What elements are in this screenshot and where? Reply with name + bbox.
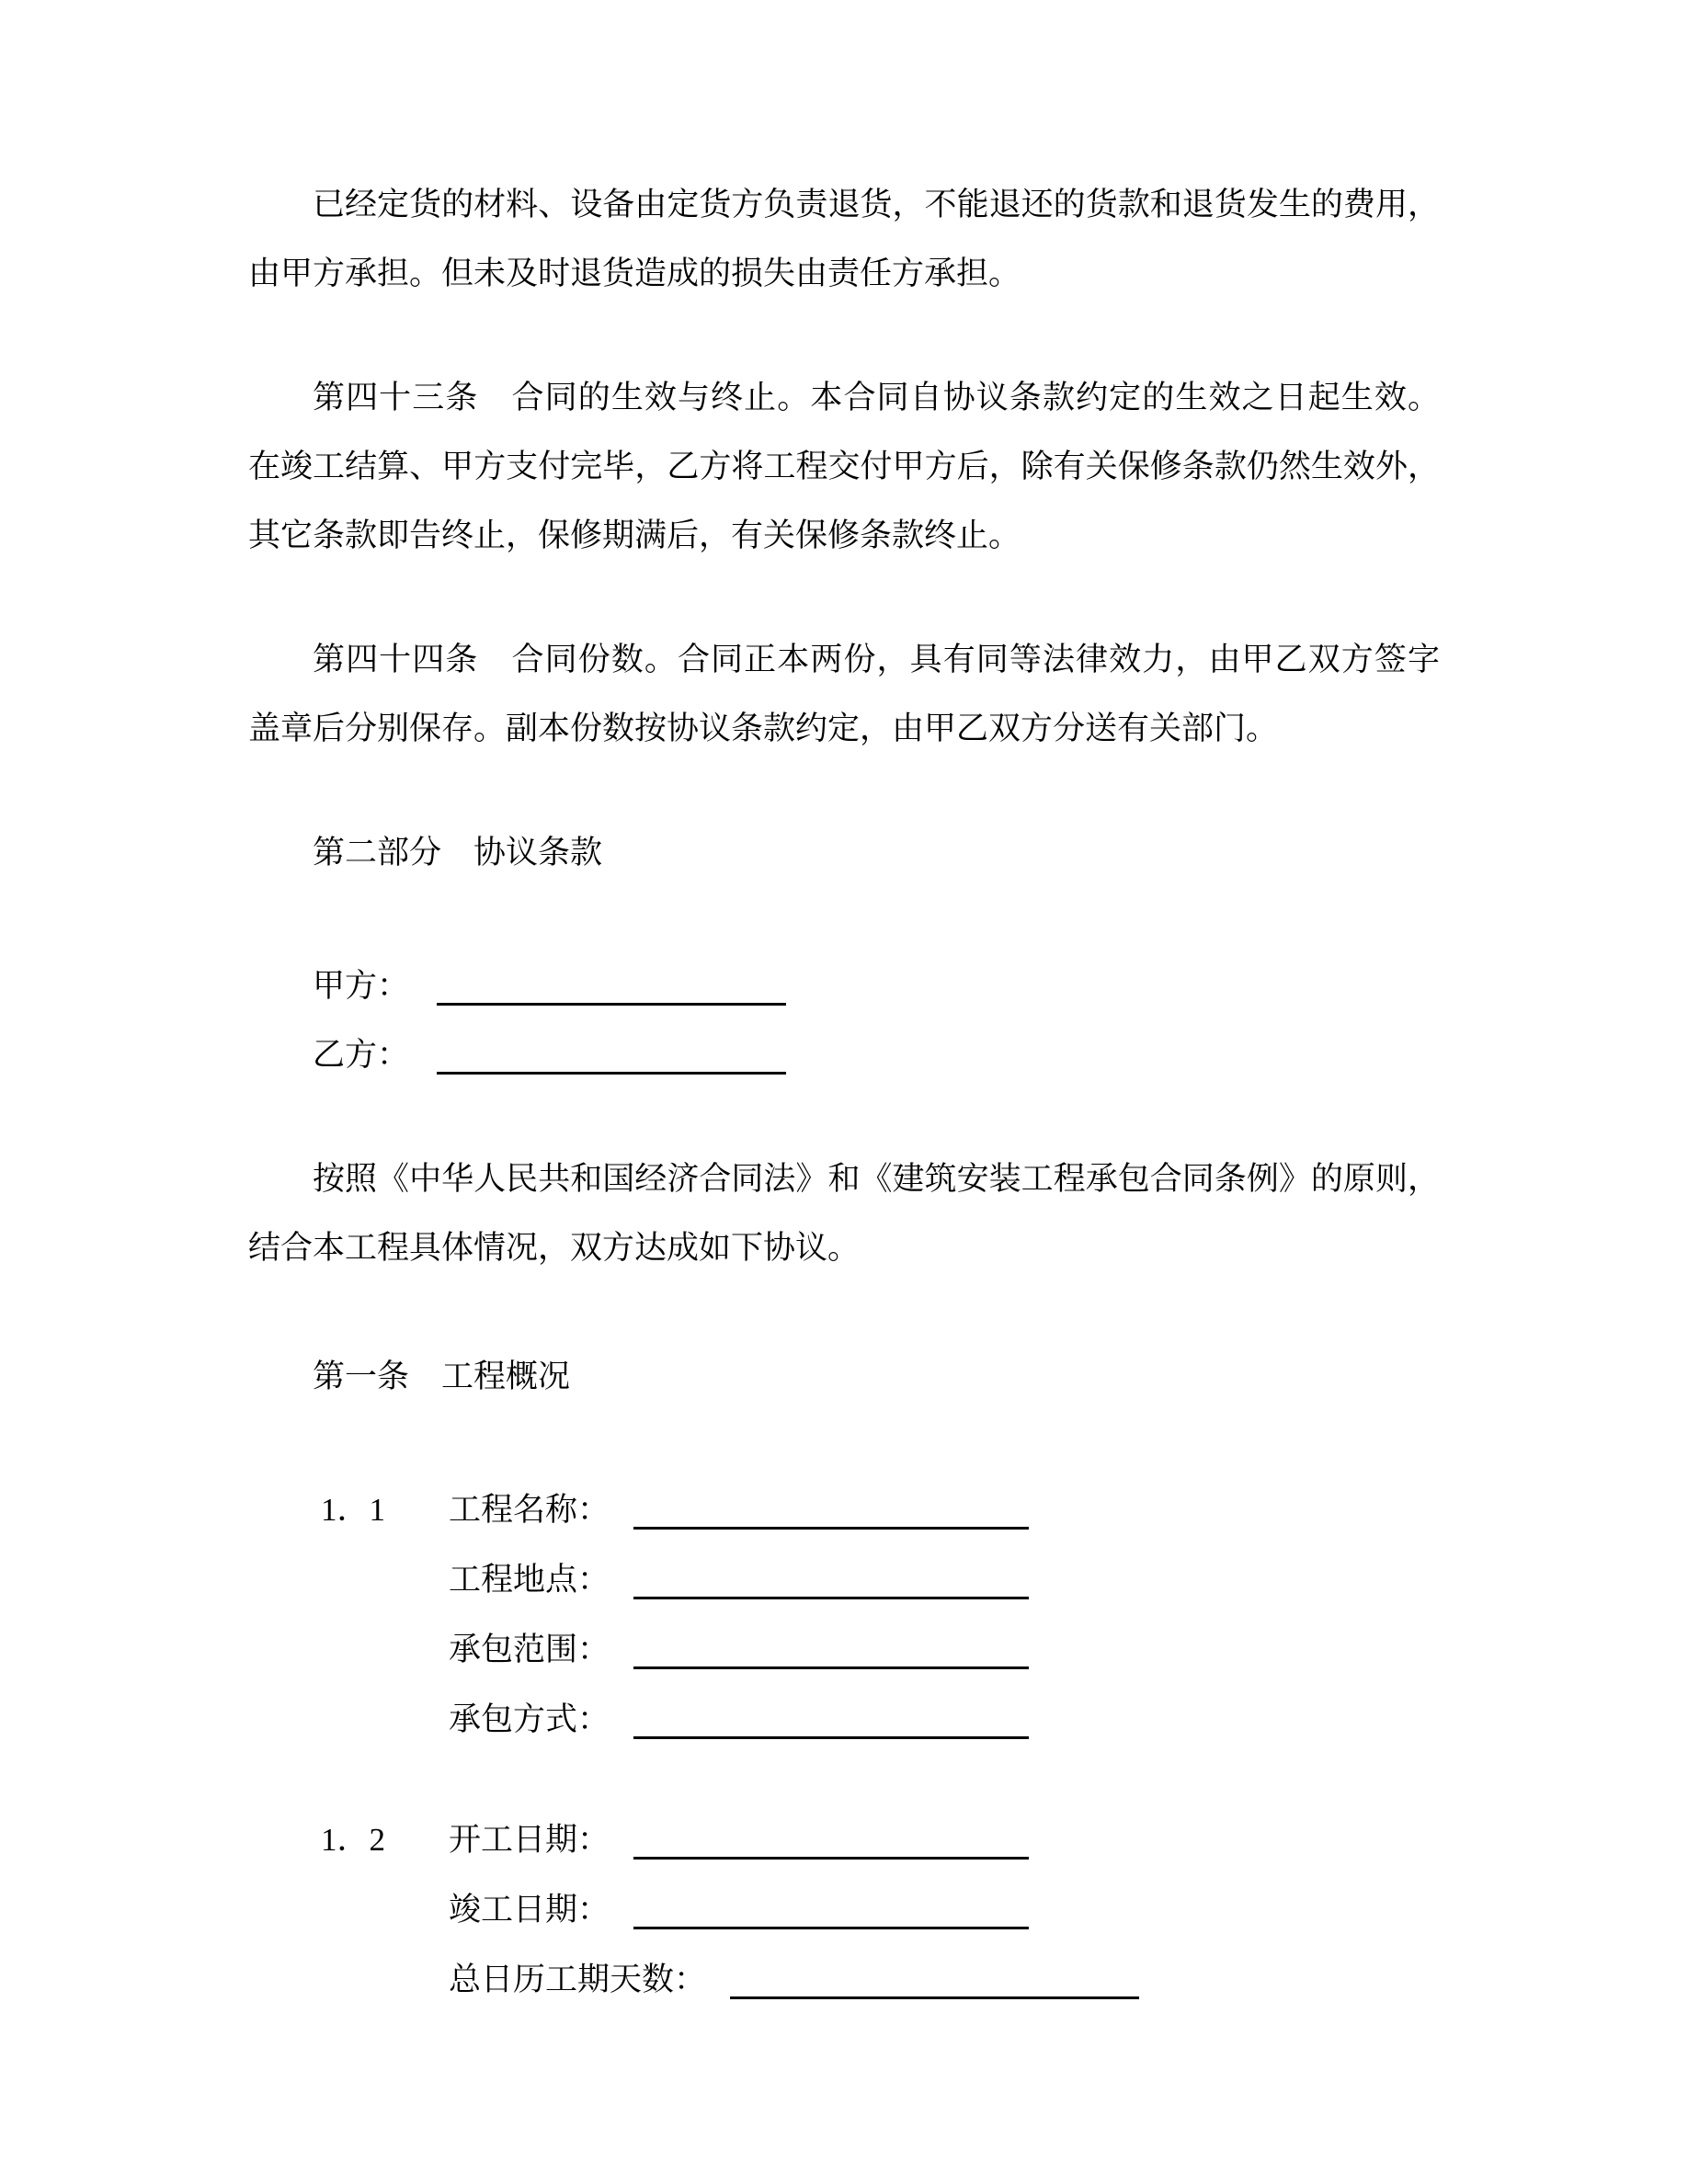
paragraph-article-44 [248, 625, 1440, 763]
party-a-label: 甲方： [313, 968, 410, 1004]
field-label-total-calendar-days: 总日历工期天数： [449, 1962, 707, 1997]
party-b-blank[interactable] [437, 1035, 786, 1075]
text-line: 其它条款即告终止，保修期满后，有关保修条款终止。 [248, 518, 1021, 553]
text-line: 在竣工结算、甲方支付完毕，乙方将工程交付甲方后，除有关保修条款仍然生效外， [248, 449, 1440, 484]
article1-heading: 第一条 工程概况 [313, 1359, 571, 1394]
contract-method-blank[interactable] [633, 1700, 1029, 1739]
field-row-contract-scope [449, 1615, 1440, 1685]
party-b-label: 乙方： [313, 1037, 410, 1073]
project-location-blank[interactable] [633, 1560, 1029, 1599]
field-label-contract-method: 承包方式： [449, 1701, 610, 1737]
section-1-2 [248, 1805, 1440, 2015]
paragraph-article-43 [248, 363, 1440, 570]
party-a-row [313, 951, 1440, 1020]
field-label-project-name: 工程名称： [449, 1492, 610, 1528]
field-row-completion-date [449, 1875, 1440, 1945]
paragraph-returned-goods [248, 170, 1440, 308]
field-label-completion-date: 竣工日期： [449, 1892, 610, 1928]
field-row-total-calendar-days [449, 1945, 1440, 2015]
text-line: 由甲方承担。但未及时退货造成的损失由责任方承担。 [248, 256, 1021, 291]
project-name-blank[interactable] [633, 1490, 1029, 1530]
field-row-start-date [321, 1805, 1440, 1875]
field-label-start-date: 开工日期： [449, 1822, 610, 1858]
paragraph-legal-basis [248, 1144, 1440, 1282]
completion-date-blank[interactable] [633, 1890, 1029, 1929]
page-content [248, 170, 1440, 2015]
section-number: 1．2 [321, 1822, 386, 1858]
field-row-contract-method [449, 1685, 1440, 1755]
contract-scope-blank[interactable] [633, 1630, 1029, 1669]
text-line: 结合本工程具体情况，双方达成如下协议。 [248, 1230, 861, 1266]
text-line: 按照《中华人民共和国经济合同法》和《建筑安装工程承包合同条例》的原则， [313, 1161, 1440, 1197]
section-1-1 [248, 1475, 1440, 1755]
text-line: 已经定货的材料、设备由定货方负责退货，不能退还的货款和退货发生的费用， [313, 187, 1440, 222]
party-a-blank[interactable] [437, 966, 786, 1006]
text-line: 盖章后分别保存。副本份数按协议条款约定，由甲乙双方分送有关部门。 [248, 711, 1279, 746]
field-row-project-location [449, 1545, 1440, 1615]
total-calendar-days-blank[interactable] [730, 1960, 1139, 1999]
field-label-project-location: 工程地点： [449, 1562, 610, 1598]
text-line: 第四十三条 合同的生效与终止。本合同自协议条款约定的生效之日起生效。 [313, 380, 1440, 415]
start-date-blank[interactable] [633, 1820, 1029, 1860]
text-line: 第四十四条 合同份数。合同正本两份，具有同等法律效力，由甲乙双方签字 [313, 642, 1440, 677]
party-b-row [313, 1020, 1440, 1089]
section-number: 1．1 [321, 1492, 386, 1528]
field-label-contract-scope: 承包范围： [449, 1632, 610, 1667]
part2-heading: 第二部分 协议条款 [313, 835, 603, 870]
field-row-project-name [321, 1475, 1440, 1545]
